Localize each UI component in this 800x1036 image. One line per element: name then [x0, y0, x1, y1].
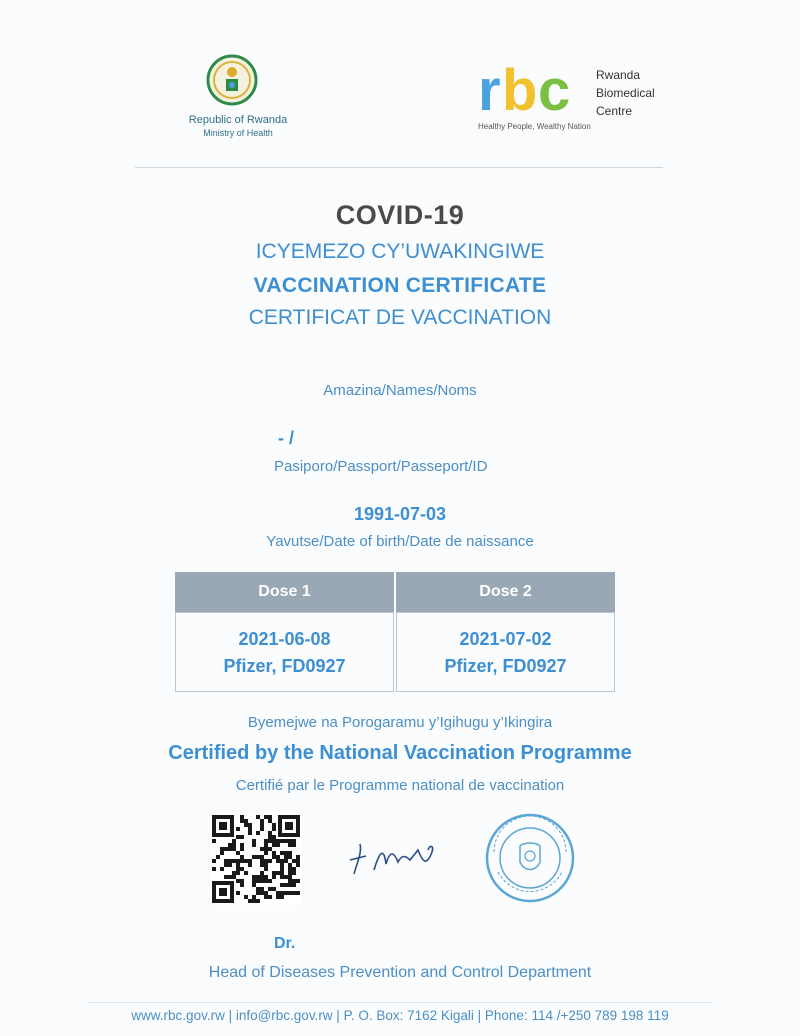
qr-module [244, 859, 248, 863]
dose-1-header: Dose 1 [175, 572, 394, 612]
qr-module [284, 891, 288, 895]
qr-module [264, 891, 268, 895]
qr-module [268, 831, 272, 835]
rbc-letter-b: b [502, 62, 538, 118]
qr-module [240, 855, 244, 859]
qr-module [292, 859, 296, 863]
passport-value: - / [278, 428, 294, 448]
qr-module [212, 839, 216, 843]
qr-module [272, 875, 276, 879]
qr-module [232, 839, 236, 843]
qr-module [260, 871, 264, 875]
qr-module [288, 879, 292, 883]
qr-module [240, 835, 244, 839]
qr-module [292, 891, 296, 895]
qr-module [244, 823, 248, 827]
qr-module [236, 891, 240, 895]
qr-module [284, 875, 288, 879]
dose-2-header: Dose 2 [396, 572, 615, 612]
dose-2-cell [396, 612, 615, 692]
qr-module [276, 855, 280, 859]
qr-module [232, 859, 236, 863]
qr-module [284, 855, 288, 859]
qr-module [284, 883, 288, 887]
dose-1-vaccine: Pfizer, FD0927 [223, 656, 346, 676]
qr-module [256, 875, 260, 879]
qr-module [272, 823, 276, 827]
rbc-full-name [596, 66, 655, 120]
rbc-wordmark-icon [478, 62, 588, 118]
qr-module [292, 879, 296, 883]
qr-module [220, 847, 224, 851]
qr-module [224, 859, 228, 863]
qr-module [276, 859, 280, 863]
qr-module [268, 839, 272, 843]
qr-module [268, 895, 272, 899]
qr-module [276, 839, 280, 843]
qr-module [296, 859, 300, 863]
qr-module [252, 839, 256, 843]
dose-2-vaccine: Pfizer, FD0927 [444, 656, 567, 676]
qr-module [248, 859, 252, 863]
qr-module [296, 891, 300, 895]
qr-module [292, 867, 296, 871]
qr-module [280, 863, 284, 867]
qr-module [288, 843, 292, 847]
qr-module [292, 839, 296, 843]
qr-module [260, 863, 264, 867]
qr-module [252, 855, 256, 859]
footer-contact: www.rbc.gov.rw | info@rbc.gov.rw | P. O. Box: 7162 Kigali | Phone: 114 /+250 789 198 119 [131, 1008, 669, 1023]
qr-module [264, 863, 268, 867]
qr-code [210, 813, 302, 905]
qr-module [228, 875, 232, 879]
qr-module [264, 895, 268, 899]
qr-module [280, 867, 284, 871]
certification-kinyarwanda: Byemejwe na Porogaramu y’Igihugu y’Ikingira [247, 714, 553, 731]
qr-module [296, 863, 300, 867]
qr-module [288, 851, 292, 855]
qr-module [220, 851, 224, 855]
certification-french: Certifié par le Programme national de vaccination [235, 777, 565, 794]
qr-module [260, 879, 264, 883]
qr-module [288, 839, 292, 843]
qr-module [256, 815, 260, 819]
qr-module [280, 839, 284, 843]
rbc-name-line: Rwanda [596, 68, 641, 82]
qr-module [228, 843, 232, 847]
qr-module [268, 887, 272, 891]
qr-module [264, 847, 268, 851]
qr-module [276, 891, 280, 895]
qr-module [220, 867, 224, 871]
qr-module [236, 871, 240, 875]
ministry-of-health-logo [188, 54, 308, 154]
qr-module [288, 891, 292, 895]
signer-title: Head of Diseases Prevention and Control Department [208, 964, 592, 981]
qr-module [248, 863, 252, 867]
rbc-name-line: Biomedical [596, 86, 655, 100]
rbc-letter-c: c [538, 62, 571, 118]
qr-module [244, 871, 248, 875]
qr-module [240, 815, 244, 819]
qr-module [260, 875, 264, 879]
qr-module [232, 843, 236, 847]
qr-module [268, 847, 272, 851]
qr-module [260, 827, 264, 831]
qr-module [280, 851, 284, 855]
certificate-title-english: VACCINATION CERTIFICATE [253, 274, 547, 297]
date-of-birth-label: Yavutse/Date of birth/Date de naissance [266, 533, 534, 550]
qr-module [236, 827, 240, 831]
qr-module [264, 815, 268, 819]
qr-module [296, 855, 300, 859]
qr-module [280, 875, 284, 879]
qr-module [284, 851, 288, 855]
qr-module [228, 847, 232, 851]
qr-module [224, 847, 228, 851]
qr-module [264, 859, 268, 863]
qr-module [288, 863, 292, 867]
qr-module [260, 823, 264, 827]
date-of-birth-value: 1991-07-03 [353, 504, 447, 524]
qr-module [288, 875, 292, 879]
qr-module [224, 875, 228, 879]
ministry-name-line: Ministry of Health [203, 128, 273, 138]
qr-module [224, 863, 228, 867]
qr-module [264, 851, 268, 855]
qr-module [260, 855, 264, 859]
qr-module [288, 871, 292, 875]
qr-module [236, 859, 240, 863]
qr-module [236, 851, 240, 855]
qr-module [236, 879, 240, 883]
qr-module [260, 819, 264, 823]
qr-module [252, 875, 256, 879]
qr-module [272, 843, 276, 847]
qr-module [256, 879, 260, 883]
rbc-official-stamp [484, 812, 576, 904]
header-divider [135, 167, 663, 168]
qr-module [216, 855, 220, 859]
qr-module [260, 887, 264, 891]
qr-module [276, 895, 280, 899]
qr-module [272, 835, 276, 839]
qr-module [256, 887, 260, 891]
qr-module [240, 859, 244, 863]
qr-module [280, 859, 284, 863]
qr-module [272, 827, 276, 831]
qr-module [260, 891, 264, 895]
qr-module [236, 835, 240, 839]
qr-module [264, 875, 268, 879]
qr-module [276, 843, 280, 847]
qr-module [248, 831, 252, 835]
qr-module [240, 867, 244, 871]
passport-label: Pasiporo/Passport/Passeport/ID [274, 458, 488, 475]
dose-2-date: 2021-07-02 [459, 629, 552, 649]
qr-module [264, 843, 268, 847]
qr-module [260, 859, 264, 863]
qr-module [296, 879, 300, 883]
qr-module [236, 863, 240, 867]
certificate-title-kinyarwanda: ICYEMEZO CY’UWAKINGIWE [255, 240, 545, 263]
qr-module [272, 855, 276, 859]
qr-module [228, 859, 232, 863]
qr-module [244, 819, 248, 823]
qr-module [280, 871, 284, 875]
rbc-tagline: Healthy People, Wealthy Nation [478, 122, 591, 131]
qr-module [240, 883, 244, 887]
qr-module [240, 843, 244, 847]
qr-module [256, 831, 260, 835]
gov-name-line: Republic of Rwanda [188, 114, 288, 126]
names-label: Amazina/Names/Noms [323, 382, 477, 399]
qr-module [264, 867, 268, 871]
certification-english: Certified by the National Vaccination Programme [168, 742, 632, 764]
qr-module [272, 851, 276, 855]
qr-module [248, 827, 252, 831]
qr-module [268, 815, 272, 819]
dose-1-date: 2021-06-08 [238, 629, 331, 649]
qr-module [284, 859, 288, 863]
qr-module [240, 819, 244, 823]
qr-module [268, 835, 272, 839]
qr-module [288, 867, 292, 871]
qr-module [288, 855, 292, 859]
qr-module [232, 847, 236, 851]
qr-module [268, 879, 272, 883]
qr-module [256, 899, 260, 903]
qr-module [256, 855, 260, 859]
qr-module [284, 839, 288, 843]
qr-module [248, 823, 252, 827]
qr-module [272, 839, 276, 843]
qr-module [232, 871, 236, 875]
qr-module [280, 891, 284, 895]
qr-module [288, 883, 292, 887]
qr-module [252, 879, 256, 883]
qr-module [268, 819, 272, 823]
dose-table [175, 572, 615, 694]
qr-module [252, 883, 256, 887]
qr-module [244, 895, 248, 899]
dose-1-cell [175, 612, 394, 692]
qr-module [240, 879, 244, 883]
qr-module [264, 879, 268, 883]
rbc-letter-r: r [478, 62, 501, 118]
qr-module [232, 875, 236, 879]
signer-name: Dr. [274, 935, 296, 952]
qr-module [248, 899, 252, 903]
footer-divider [88, 1002, 712, 1003]
qr-module [280, 883, 284, 887]
qr-module [236, 867, 240, 871]
signature-image [340, 830, 450, 890]
qr-module [252, 899, 256, 903]
qr-module [212, 867, 216, 871]
rwanda-coat-of-arms-icon [206, 54, 258, 106]
qr-module [280, 895, 284, 899]
qr-module [276, 871, 280, 875]
qr-module [292, 883, 296, 887]
qr-module [292, 843, 296, 847]
qr-module [260, 847, 264, 851]
qr-module [264, 839, 268, 843]
qr-module [212, 859, 216, 863]
qr-module [228, 863, 232, 867]
qr-module [256, 891, 260, 895]
qr-module [252, 843, 256, 847]
qr-module [272, 871, 276, 875]
qr-module [268, 859, 272, 863]
qr-module [292, 871, 296, 875]
certificate-title-covid: COVID-19 [335, 200, 465, 230]
qr-module [240, 847, 244, 851]
qr-module [272, 887, 276, 891]
qr-module [252, 895, 256, 899]
rbc-logo [478, 62, 718, 142]
rbc-name-line: Centre [596, 104, 633, 118]
certificate-title-french: CERTIFICAT DE VACCINATION [248, 306, 552, 329]
